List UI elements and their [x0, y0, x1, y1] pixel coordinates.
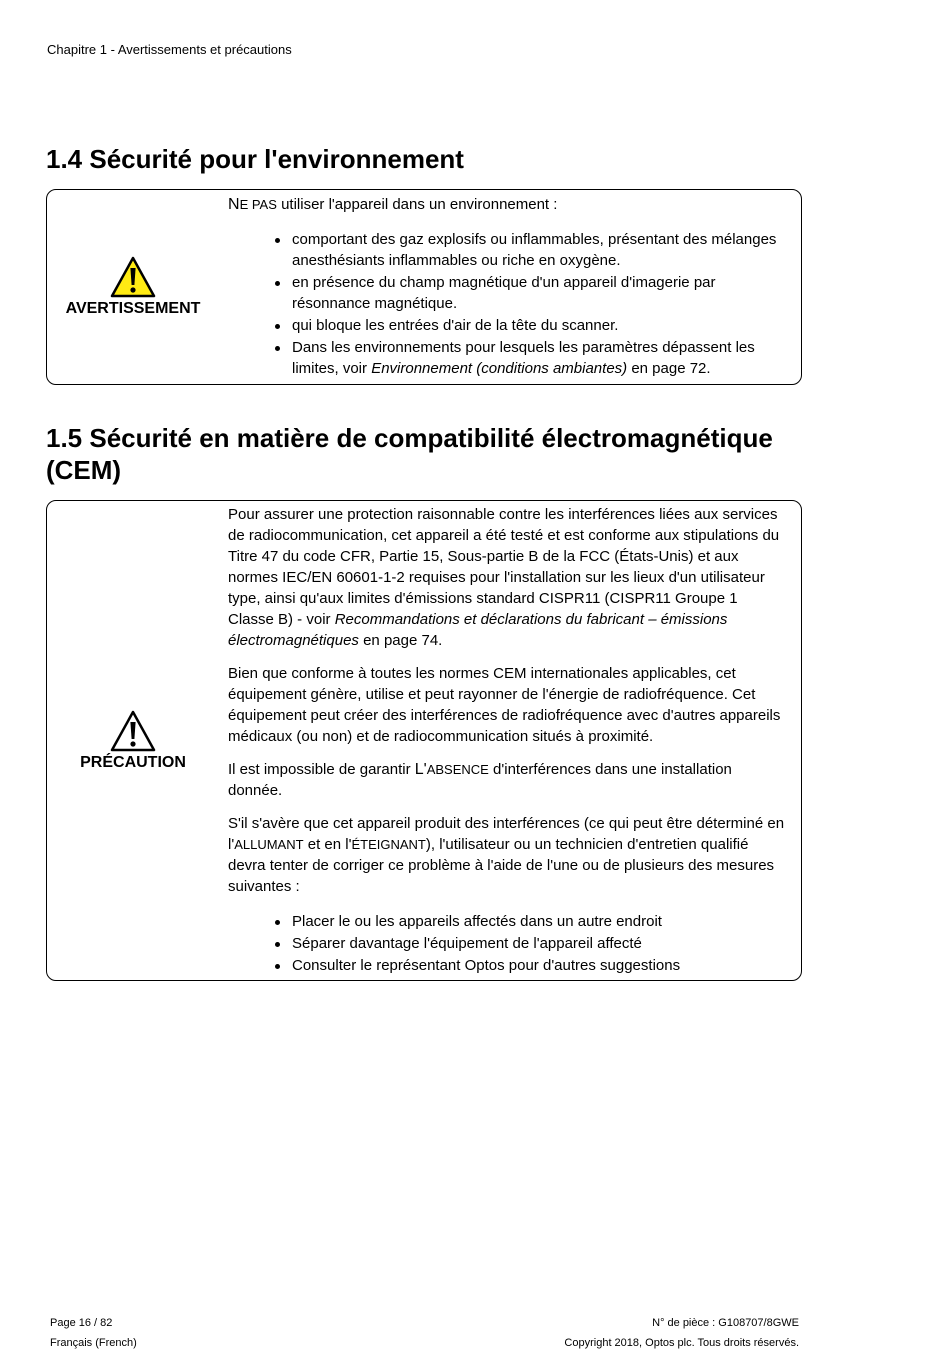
section-title-1-4: 1.4 Sécurité pour l'environnement [46, 144, 464, 174]
list-item: en présence du champ magnétique d'un appareil d'imagerie par résonnance magnétique. [292, 272, 787, 314]
caution-list [228, 911, 787, 976]
environment-link[interactable]: Environnement (conditions ambiantes) [371, 360, 628, 377]
section-title-1-5: 1.5 Sécurité en matière de compatibilité électromagnétique (CEM) [46, 423, 773, 485]
warning-list [228, 229, 787, 379]
warning-box [46, 189, 802, 385]
caution-paragraph-1: Pour assurer une protection raisonnable contre les interférences liées aux services de radiocommunication, cet appareil a été testé et est conforme aux stipulations du Titre 47 du code CFR, Partie 15, Sous-partie B de la FCC (États-Unis) et aux normes IEC/EN 60601-1-2 requises pour l'installation sur les lieux d'un utilisateur type, ainsi qu'aux limites d'émissions standard CISPR11 (CISPR11 Groupe 1 Classe B) - voir Recommandations et déclarations du fabricant – émissions électromagnétiques en page 74. [228, 506, 780, 649]
emissions-link[interactable]: Recommandations et déclarations du fabricant – émissions électromagnétiques [228, 611, 728, 649]
warning-label: AVERTISSEMENT [65, 300, 201, 317]
list-item: qui bloque les entrées d'air de la tête du scanner. [292, 315, 787, 336]
caution-box [46, 500, 802, 981]
warning-triangle-icon [110, 256, 156, 298]
caution-body [228, 504, 787, 977]
list-item: Séparer davantage l'équipement de l'appareil affecté [292, 933, 787, 954]
list-item: Placer le ou les appareils affectés dans un autre endroit [292, 911, 787, 932]
caution-paragraph-4: S'il s'avère que cet appareil produit des interférences (ce qui peut être déterminé en l'ALLUMANT et en l'ÉTEIGNANT), l'utilisateur ou un technicien d'entretien qualifié devra tenter de corriger ce problème à l'aide de l'une ou de plusieurs des mesures suivantes : [228, 815, 785, 895]
caution-paragraph-3: Il est impossible de garantir L'ABSENCE d'interférences dans une installation donnée. [228, 761, 732, 799]
caution-label: PRÉCAUTION [80, 753, 186, 771]
list-item: Consulter le représentant Optos pour d'autres suggestions [292, 955, 787, 976]
copyright: Copyright 2018, Optos plc. Tous droits réservés. [564, 1337, 799, 1349]
part-number: N° de pièce : G108707/8GWE [652, 1317, 799, 1329]
list-item: comportant des gaz explosifs ou inflammables, présentant des mélanges anesthésiants inflammables ou riche en oxygène. [292, 229, 787, 271]
warning-intro: NE PAS utiliser l'appareil dans un environnement : [228, 196, 558, 213]
warning-side [47, 190, 219, 384]
caution-paragraph-2: Bien que conforme à toutes les normes CEM internationales applicables, cet équipement génère, utilise et peut rayonner de l'énergie de radiofréquence. Cet équipement peut créer des interférences de radiofréquence avec d'autres appareils médicaux (ou non) et de radiocommunication situés à proximité. [228, 665, 781, 745]
warning-body [228, 194, 787, 380]
page-number: Page 16 / 82 [50, 1317, 113, 1329]
warning-triangle-icon [110, 710, 156, 752]
list-item: Dans les environnements pour lesquels les paramètres dépassent les limites, voir Environnement (conditions ambiantes) en page 72. [292, 337, 787, 379]
caution-side [47, 501, 219, 980]
running-header: Chapitre 1 - Avertissements et précautions [47, 42, 292, 57]
language-label: Français (French) [50, 1337, 137, 1349]
